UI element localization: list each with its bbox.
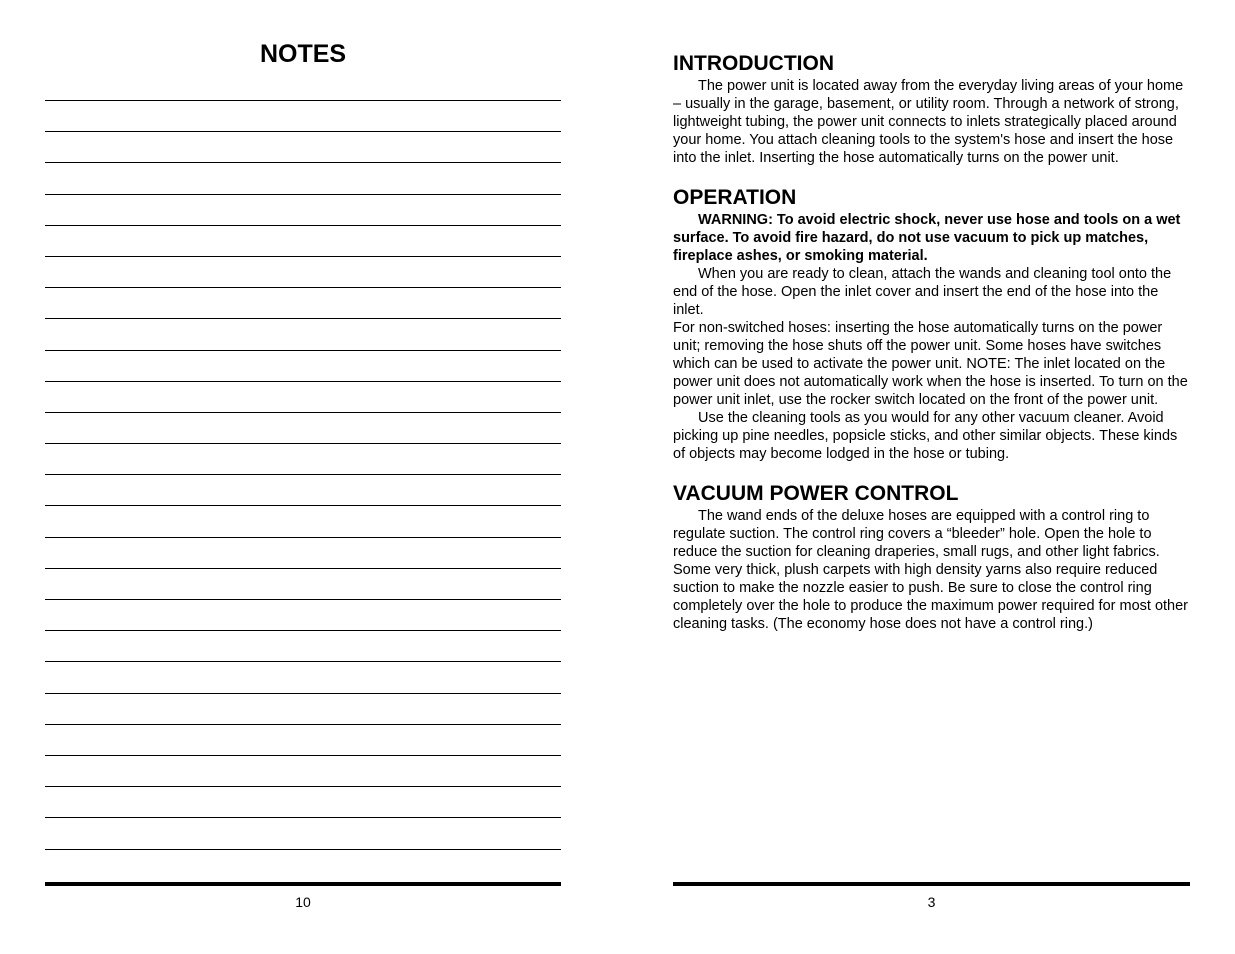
page-content: [673, 51, 1190, 651]
notes-title: NOTES: [259, 40, 347, 68]
operation-paragraph: Use the cleaning tools as you would for any other vacuum cleaner. Avoid picking up pine needles, popsicle sticks, and other similar objects. These kinds of objects may become lodged in the hose or tubing.: [673, 410, 1178, 462]
note-line: [45, 318, 561, 349]
note-line: [45, 350, 561, 381]
note-line: [45, 287, 561, 318]
operation-warning: WARNING: To avoid electric shock, never use hose and tools on a wet surface. To avoid fire hazard, do not use vacuum to pick up matches, fireplace ashes, or smoking material.: [673, 212, 1181, 264]
vacuum-power-control-paragraph: The wand ends of the deluxe hoses are equipped with a control ring to regulate suction. The control ring covers a “bleeder” hole. Open the hole to reduce the suction for cleaning draperies, small rugs, and other light fabrics. Some very thick, plush carpets with high density yarns also require reduced suction to make the nozzle easier to push. Be sure to close the control ring completely over the hole to produce the maximum power required for most other cleaning tasks. (The economy hose does not have a control ring.): [673, 508, 1188, 632]
manual-page: [673, 0, 1190, 954]
note-line: [45, 100, 561, 131]
vacuum-power-control-heading: VACUUM POWER CONTROL: [673, 482, 959, 505]
note-line: [45, 381, 561, 412]
note-line: [45, 131, 561, 162]
page-number: 3: [927, 894, 936, 910]
note-line: [45, 599, 561, 630]
note-line: [45, 412, 561, 443]
note-line: [45, 724, 561, 755]
note-line: [45, 443, 561, 474]
note-line: [45, 256, 561, 287]
introduction-heading: INTRODUCTION: [673, 52, 834, 75]
note-line: [45, 661, 561, 692]
note-line: [45, 537, 561, 568]
note-line: [45, 474, 561, 505]
vacuum-power-control-section: [673, 481, 1190, 633]
note-line: [45, 225, 561, 256]
introduction-section: [673, 51, 1190, 167]
note-line: [45, 786, 561, 817]
note-line: [45, 755, 561, 786]
note-line: [45, 505, 561, 536]
operation-paragraph: For non-switched hoses: inserting the hose automatically turns on the power unit; removing the hose shuts off the power unit. Some hoses have switches which can be used to activate the power unit. NOTE: The inlet located on the power unit does not automatically work when the hose is inserted. To turn on the power unit inlet, use the rocker switch located on the front of the power unit.: [673, 320, 1188, 408]
introduction-paragraph: The power unit is located away from the everyday living areas of your home – usually in the garage, basement, or utility room. Through a network of strong, lightweight tubing, the power unit connects to inlets strategically placed around your home. You attach cleaning tools to the system's hose and insert the hose into the inlet. Inserting the hose automatically turns on the power unit.: [673, 78, 1184, 166]
notes-page: [45, 0, 561, 954]
note-line: [45, 568, 561, 599]
footer-rule: [673, 882, 1190, 886]
note-line: [45, 817, 561, 848]
note-line: [45, 630, 561, 661]
note-line: [45, 194, 561, 225]
note-line: [45, 162, 561, 193]
page-number: 10: [295, 894, 311, 910]
note-line: [45, 849, 561, 880]
operation-paragraph: When you are ready to clean, attach the wands and cleaning tool onto the end of the hose. Open the inlet cover and insert the end of the hose into the inlet.: [673, 266, 1172, 318]
footer-rule: [45, 882, 561, 886]
operation-heading: OPERATION: [673, 186, 797, 209]
operation-section: [673, 185, 1190, 463]
note-lines: [45, 100, 561, 880]
note-line: [45, 693, 561, 724]
